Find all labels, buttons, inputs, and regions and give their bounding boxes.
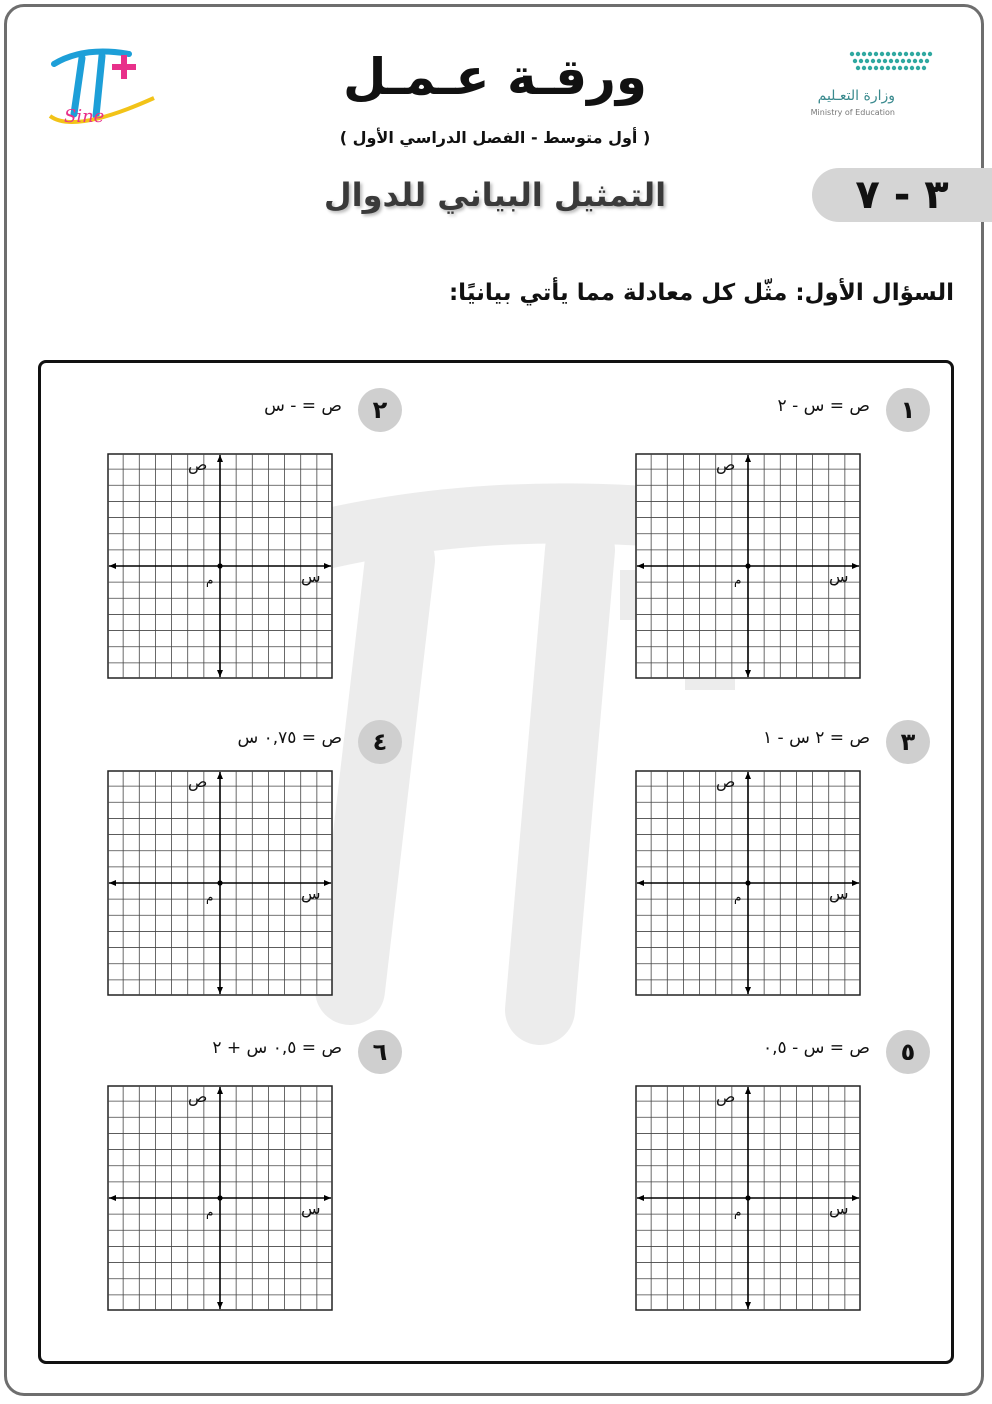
item-equation: ص = س - ٢ bbox=[777, 396, 870, 416]
origin-point bbox=[217, 563, 222, 568]
item-equation: ص = ٢ س - ١ bbox=[763, 728, 870, 748]
y-axis-label: ص bbox=[716, 455, 736, 474]
origin-point bbox=[745, 1195, 750, 1200]
y-axis-label: ص bbox=[716, 1087, 736, 1106]
grid-svg bbox=[107, 1085, 333, 1311]
y-axis-label: ص bbox=[716, 772, 736, 791]
origin-label: م bbox=[206, 890, 214, 904]
svg-text:Sine: Sine bbox=[64, 106, 105, 127]
y-axis-label: ص bbox=[188, 772, 208, 791]
coordinate-grid[interactable] bbox=[635, 770, 861, 996]
coordinate-grid[interactable] bbox=[107, 770, 333, 996]
grid-svg bbox=[635, 453, 861, 679]
page-title: ورقـة عـمـل bbox=[343, 48, 647, 106]
x-axis-label: س bbox=[829, 567, 849, 586]
item-number-badge: ٣ bbox=[886, 720, 930, 764]
origin-label: م bbox=[734, 573, 742, 587]
origin-label: م bbox=[206, 1205, 214, 1219]
exercise-item bbox=[580, 720, 920, 1040]
coordinate-grid[interactable] bbox=[107, 1085, 333, 1311]
grid-svg bbox=[107, 770, 333, 996]
sine-plus-logo-icon bbox=[44, 36, 164, 136]
question-text: السؤال الأول: مثّل كل معادلة مما يأتي بيانيًا: bbox=[448, 280, 954, 306]
item-number-badge: ٥ bbox=[886, 1030, 930, 1074]
item-number-badge: ٤ bbox=[358, 720, 402, 764]
x-axis-label: س bbox=[301, 1199, 321, 1218]
ministry-name-en: Ministry of Education bbox=[810, 108, 895, 117]
item-equation: ص = ٠,٥ س + ٢ bbox=[212, 1038, 342, 1058]
exercise-item bbox=[52, 1030, 392, 1350]
item-number-badge: ٢ bbox=[358, 388, 402, 432]
coordinate-grid[interactable] bbox=[635, 1085, 861, 1311]
origin-point bbox=[745, 563, 750, 568]
origin-point bbox=[745, 880, 750, 885]
exercise-item bbox=[580, 1030, 920, 1350]
lesson-number: ٣ - ٧ bbox=[855, 172, 949, 218]
grid-svg bbox=[107, 453, 333, 679]
grid-svg bbox=[635, 770, 861, 996]
item-number-badge: ١ bbox=[886, 388, 930, 432]
exercise-item bbox=[52, 388, 392, 708]
y-axis-label: ص bbox=[188, 1087, 208, 1106]
y-axis-label: ص bbox=[188, 455, 208, 474]
item-equation: ص = س - ٠,٥ bbox=[763, 1038, 870, 1058]
coordinate-grid[interactable] bbox=[635, 453, 861, 679]
coordinate-grid[interactable] bbox=[107, 453, 333, 679]
origin-label: م bbox=[734, 890, 742, 904]
x-axis-label: س bbox=[301, 567, 321, 586]
exercise-item bbox=[52, 720, 392, 1040]
exercise-item bbox=[580, 388, 920, 708]
origin-point bbox=[217, 1195, 222, 1200]
x-axis-label: س bbox=[829, 884, 849, 903]
origin-point bbox=[217, 880, 222, 885]
x-axis-label: س bbox=[301, 884, 321, 903]
origin-label: م bbox=[206, 573, 214, 587]
item-equation: ص = ٠,٧٥ س bbox=[237, 728, 342, 748]
item-number-badge: ٦ bbox=[358, 1030, 402, 1074]
lesson-title: التمثيل البياني للدوال bbox=[323, 176, 667, 214]
item-equation: ص = - س bbox=[264, 396, 342, 416]
grid-svg bbox=[635, 1085, 861, 1311]
ministry-name-ar: وزارة التعـليم bbox=[817, 88, 895, 104]
origin-label: م bbox=[734, 1205, 742, 1219]
x-axis-label: س bbox=[829, 1199, 849, 1218]
page-subtitle: ( أول متوسط - الفصل الدراسي الأول ) bbox=[339, 128, 651, 147]
